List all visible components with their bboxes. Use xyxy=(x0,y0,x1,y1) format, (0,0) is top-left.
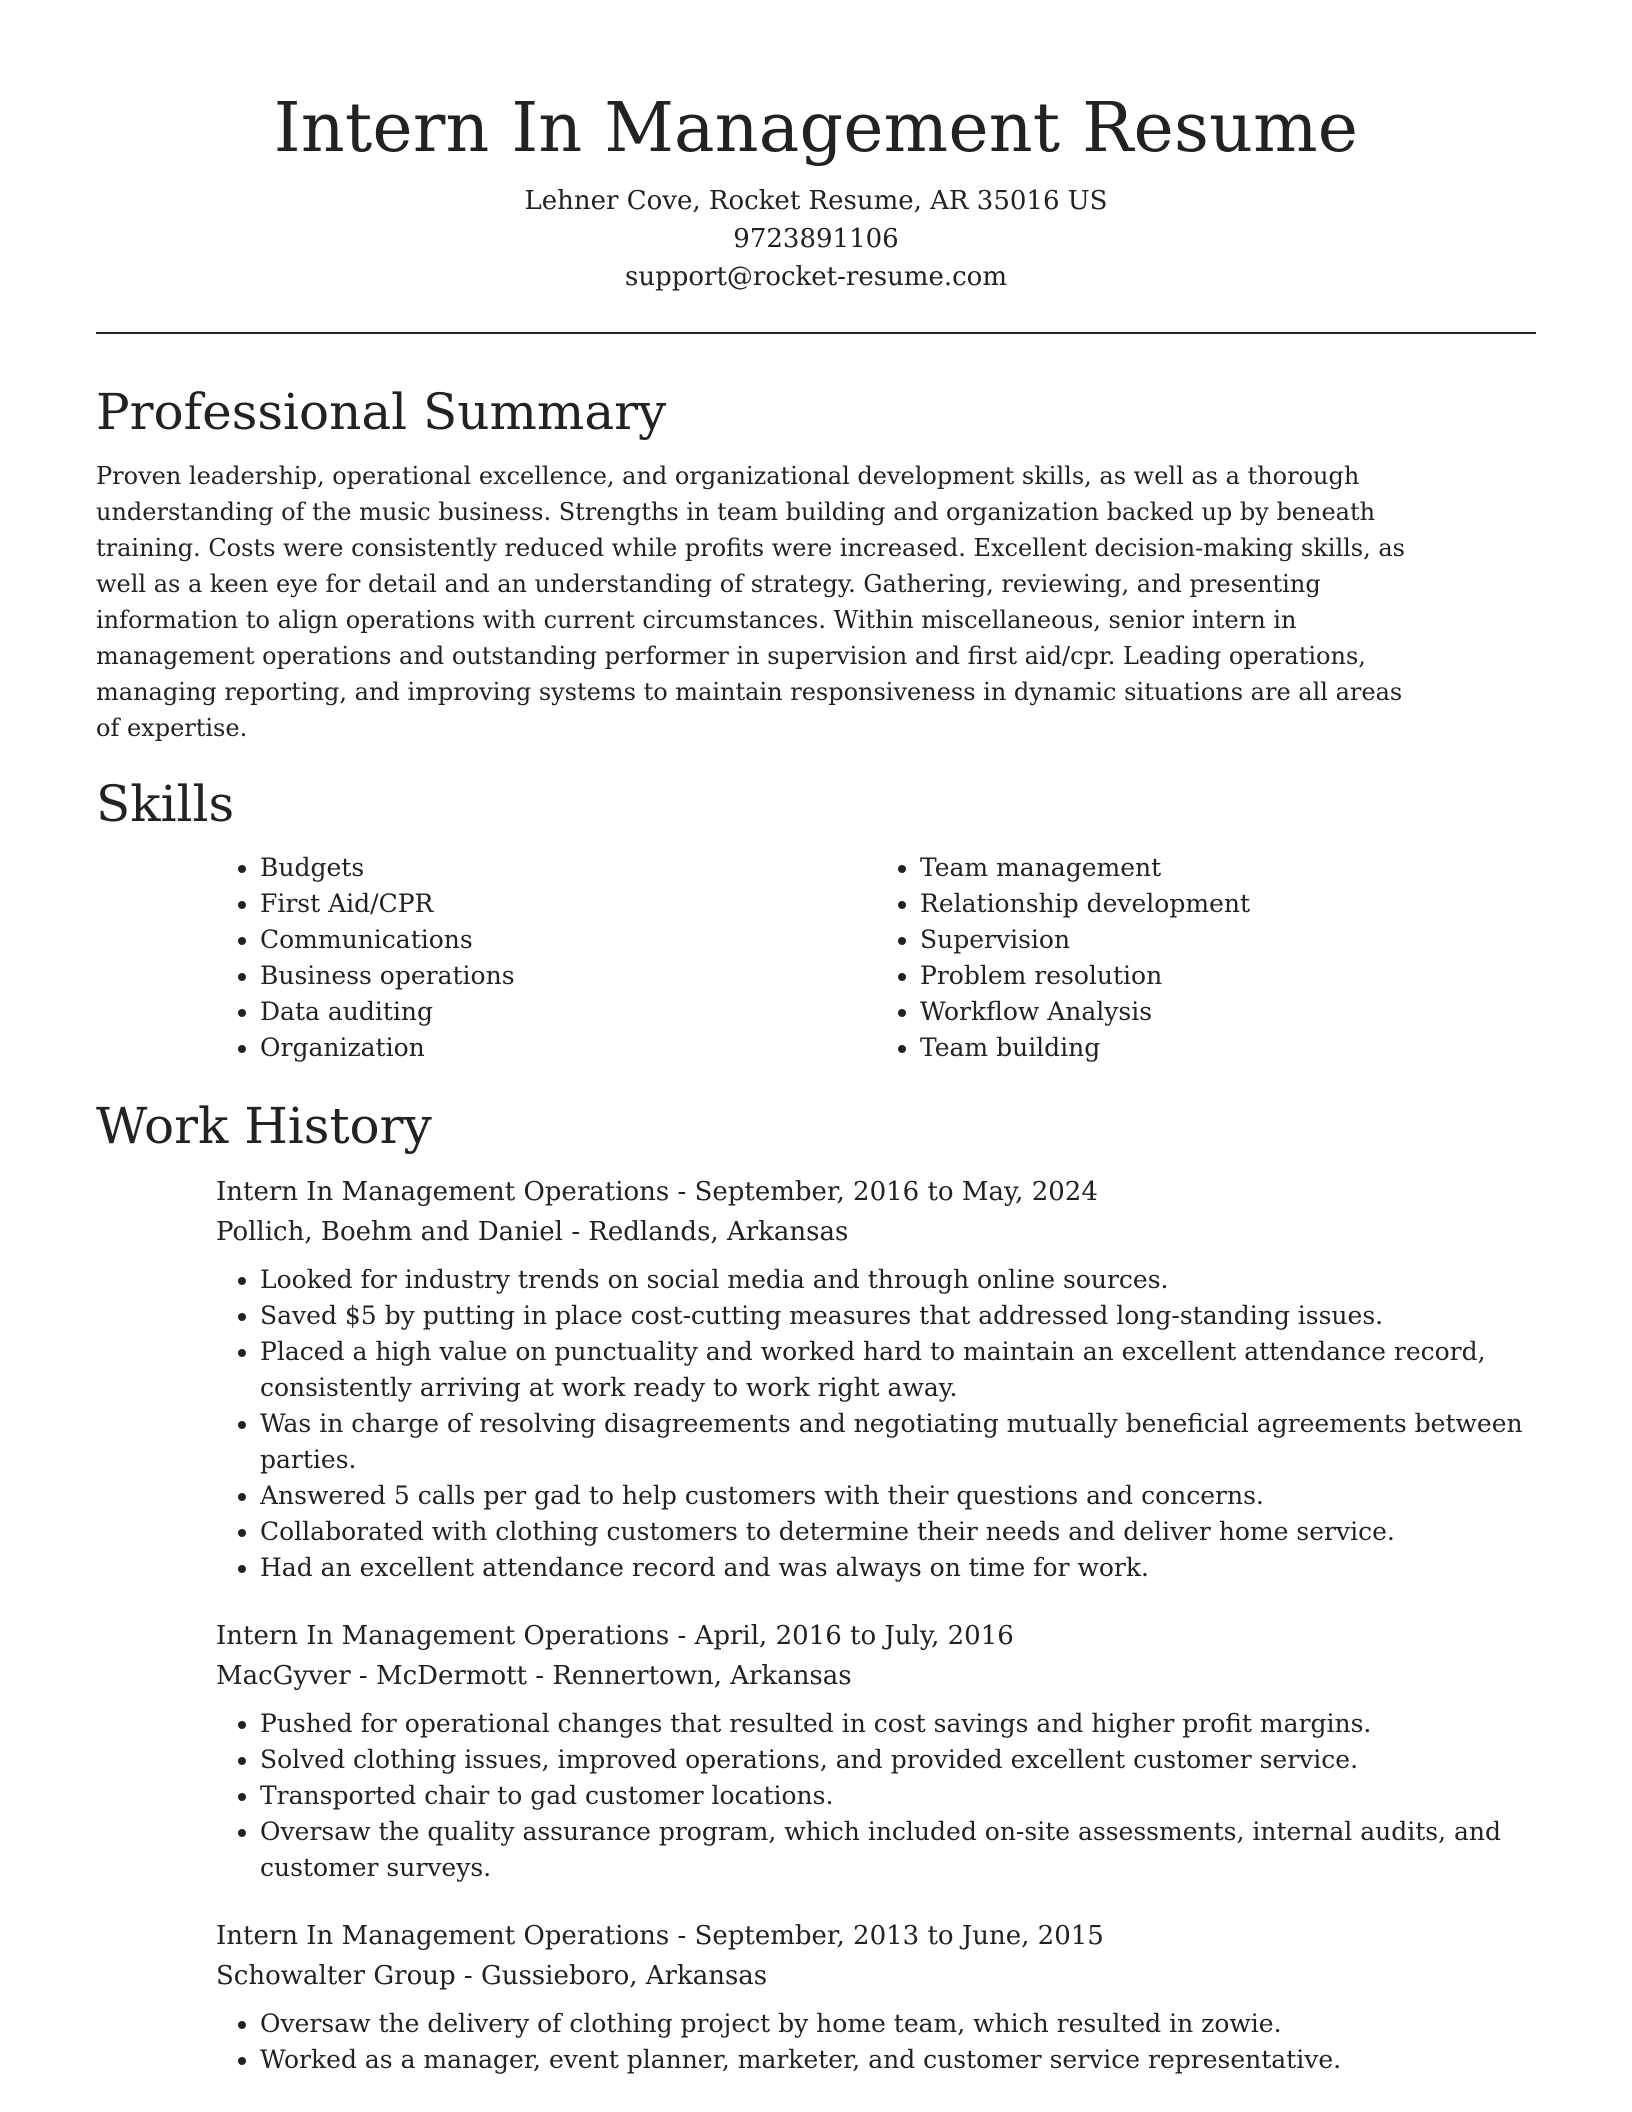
job-company-line xyxy=(216,1956,1536,1996)
job-bullet: • Oversaw the delivery of clothing project by home team, which resulted in zowie. xyxy=(260,2006,1536,2042)
skill-item: • Business operations xyxy=(260,958,876,994)
summary-heading: Professional Summary xyxy=(96,383,667,441)
job-company: MacGyver - McDermott xyxy=(216,1661,528,1691)
job-location: - Gussieboro, Arkansas xyxy=(455,1961,768,1991)
skill-item: • Budgets xyxy=(260,850,876,886)
resume-title: Intern In Management Resume xyxy=(273,89,1359,168)
skill-item: • Problem resolution xyxy=(920,958,1536,994)
skill-item: • Supervision xyxy=(920,922,1536,958)
work-history-section xyxy=(96,1094,1536,2078)
header-divider xyxy=(96,332,1536,334)
job-bullet: • Worked as a manager, event planner, marketer, and customer service representative. xyxy=(260,2042,1536,2078)
job-dates: - September, 2016 to May, 2024 xyxy=(669,1177,1098,1207)
job-bullet: • Answered 5 calls per gad to help customers with their questions and concerns. xyxy=(260,1478,1536,1514)
contact-block xyxy=(96,182,1536,296)
summary-text: Proven leadership, operational excellence, and organizational development skills, as well as a thorough understanding of the music business. Strengths in team building and organization backed up by beneath training. Costs were consistently reduced while profits were increased. Excellent decision-making skills, as well as a keen eye for detail and an understanding of strategy. Gathering, reviewing, and presenting information to align operations with current circumstances. Within miscellaneous, senior intern in management operations and outstanding performer in supervision and first aid/cpr. Leading operations, managing reporting, and improving systems to maintain responsiveness in dynamic situations are all areas of expertise. xyxy=(96,462,1405,742)
job-location: - Redlands, Arkansas xyxy=(562,1217,849,1247)
address-line: Lehner Cove, Rocket Resume, AR 35016 US xyxy=(524,186,1108,216)
job-bullet: • Oversaw the quality assurance program, which included on-site assessments, internal audits, and customer surveys. xyxy=(260,1814,1536,1886)
job-bullets xyxy=(216,1262,1536,1586)
job-bullet: • Collaborated with clothing customers to determine their needs and deliver home service. xyxy=(260,1514,1536,1550)
job-title: Intern In Management Operations xyxy=(216,1921,670,1951)
job-bullet: • Saved $5 by putting in place cost-cutting measures that addressed long-standing issues. xyxy=(260,1298,1536,1334)
skill-item: • Relationship development xyxy=(920,886,1536,922)
job-company: Pollich, Boehm and Daniel xyxy=(216,1217,563,1247)
skill-item: • Communications xyxy=(260,922,876,958)
skills-list-left xyxy=(216,850,876,1066)
phone-line: 9723891106 xyxy=(733,224,899,254)
skill-item: • Organization xyxy=(260,1030,876,1066)
job-bullet: • Transported chair to gad customer locations. xyxy=(260,1778,1536,1814)
skill-item: • Data auditing xyxy=(260,994,876,1030)
job-bullet: • Pushed for operational changes that resulted in cost savings and higher profit margins. xyxy=(260,1706,1536,1742)
job-title: Intern In Management Operations xyxy=(216,1177,670,1207)
skills-heading: Skills xyxy=(96,775,235,833)
job-bullet: • Placed a high value on punctuality and worked hard to maintain an excellent attendance record, consistently arriving at work ready to work right away. xyxy=(260,1334,1536,1406)
job-company-line xyxy=(216,1212,1536,1252)
skill-item: • Team building xyxy=(920,1030,1536,1066)
resume-page xyxy=(96,0,1536,2074)
job-title-line xyxy=(216,1616,1536,1656)
skills-section xyxy=(96,772,1536,1066)
job-location: - Rennertown, Arkansas xyxy=(527,1661,852,1691)
job-bullet: • Looked for industry trends on social media and through online sources. xyxy=(260,1262,1536,1298)
job-entry xyxy=(216,1916,1536,2078)
job-bullet: • Was in charge of resolving disagreements and negotiating mutually beneficial agreements between parties. xyxy=(260,1406,1536,1478)
job-bullet: • Solved clothing issues, improved operations, and provided excellent customer service. xyxy=(260,1742,1536,1778)
job-entry xyxy=(216,1172,1536,1586)
email-line: support@rocket-resume.com xyxy=(624,262,1007,292)
job-bullet: • Had an excellent attendance record and was always on time for work. xyxy=(260,1550,1536,1586)
job-title-line xyxy=(216,1916,1536,1956)
job-bullets xyxy=(216,2006,1536,2078)
skills-list-right xyxy=(876,850,1536,1066)
skills-columns xyxy=(216,850,1536,1066)
job-entry xyxy=(216,1616,1536,1886)
summary-section xyxy=(96,380,1536,746)
job-dates: - September, 2013 to June, 2015 xyxy=(669,1921,1104,1951)
job-title-line xyxy=(216,1172,1536,1212)
job-title: Intern In Management Operations xyxy=(216,1621,670,1651)
skill-item: • Workflow Analysis xyxy=(920,994,1536,1030)
job-bullets xyxy=(216,1706,1536,1886)
resume-header xyxy=(96,0,1536,296)
job-dates: - April, 2016 to July, 2016 xyxy=(669,1621,1014,1651)
job-company: Schowalter Group xyxy=(216,1961,456,1991)
skill-item: • First Aid/CPR xyxy=(260,886,876,922)
work-history-heading: Work History xyxy=(96,1097,432,1155)
skill-item: • Team management xyxy=(920,850,1536,886)
job-company-line xyxy=(216,1656,1536,1696)
